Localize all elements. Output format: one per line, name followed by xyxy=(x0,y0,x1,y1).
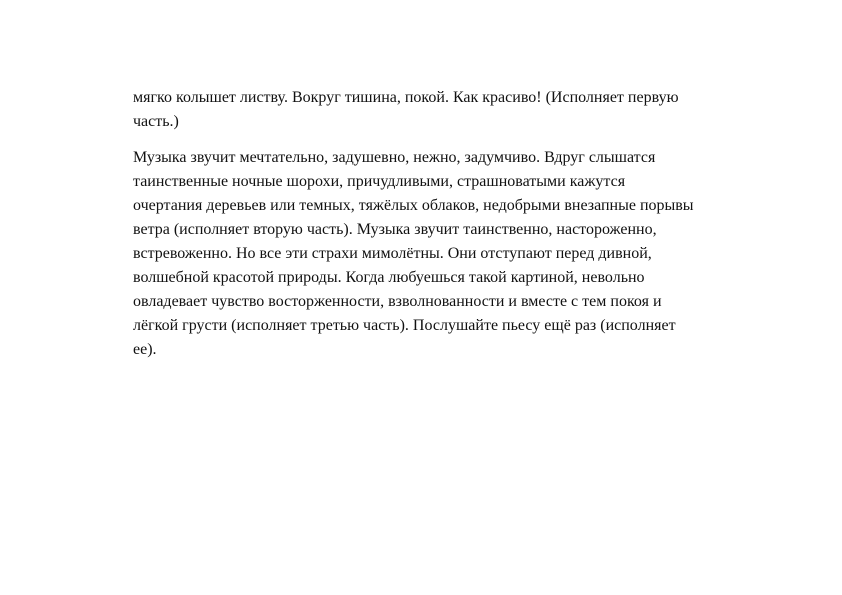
paragraph-line: очертания деревьев или темных, тяжёлых облаков, недобрыми внезапные порывы xyxy=(133,197,694,214)
paragraph-line: ее). xyxy=(133,341,157,358)
paragraph-1 xyxy=(133,86,773,134)
paragraph-line: волшебной красотой природы. Когда любуешься такой картиной, невольно xyxy=(133,269,645,286)
paragraph-line: лёгкой грусти (исполняет третью часть). Послушайте пьесу ещё раз (исполняет xyxy=(133,317,676,334)
paragraph-2 xyxy=(133,146,773,362)
paragraph-line: часть.) xyxy=(133,113,179,130)
paragraph-line: овладевает чувство восторженности, взволнованности и вместе с тем покоя и xyxy=(133,293,662,310)
paragraph-line: Музыка звучит мечтательно, задушевно, нежно, задумчиво. Вдруг слышатся xyxy=(133,149,656,166)
paragraph-line: встревоженно. Но все эти страхи мимолётны. Они отступают перед дивной, xyxy=(133,245,652,262)
paragraph-line: мягко колышет листву. Вокруг тишина, покой. Как красиво! (Исполняет первую xyxy=(133,89,679,106)
document-text xyxy=(133,86,773,362)
paragraph-line: ветра (исполняет вторую часть). Музыка звучит таинственно, настороженно, xyxy=(133,221,657,238)
paragraph-line: таинственные ночные шорохи, причудливыми, страшноватыми кажутся xyxy=(133,173,626,190)
